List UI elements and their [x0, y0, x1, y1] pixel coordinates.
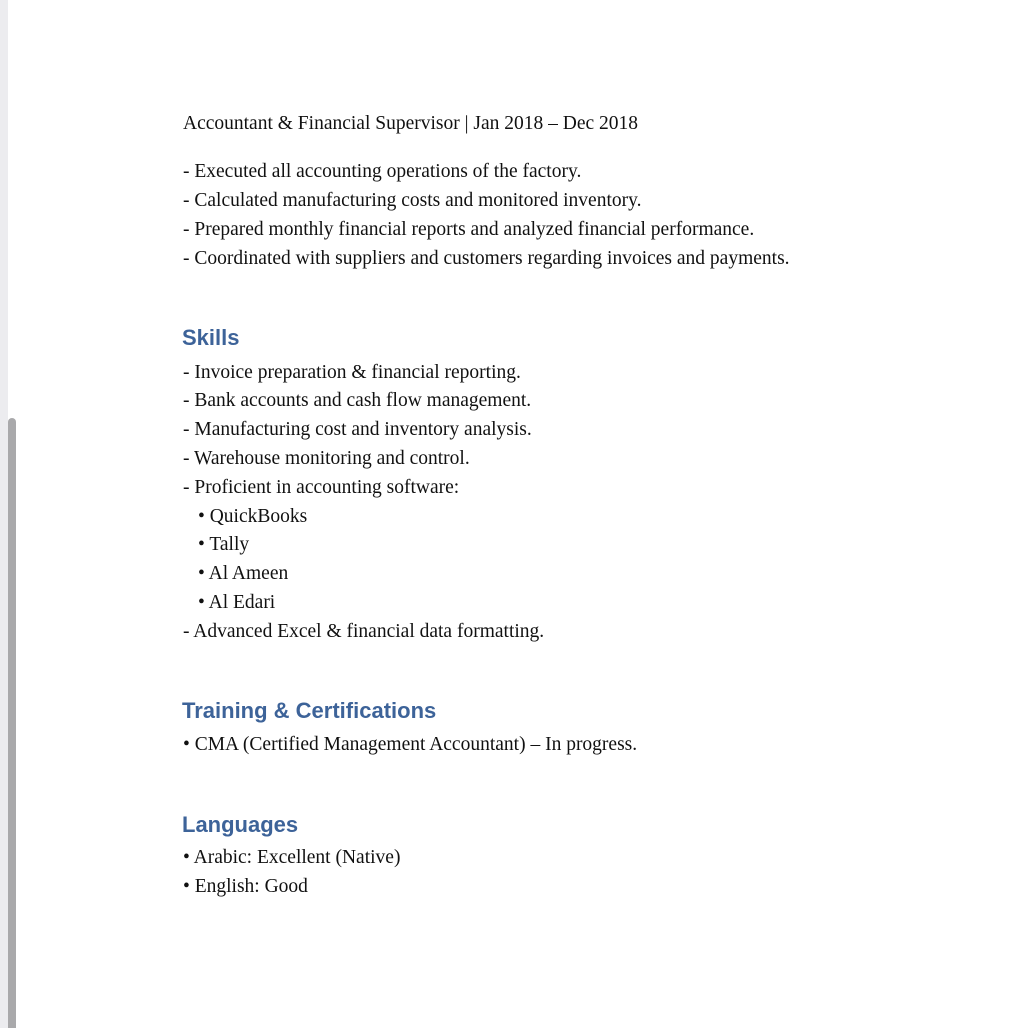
job-bullet: - Coordinated with suppliers and customers regarding invoices and payments. — [183, 248, 790, 269]
job-bullet: - Executed all accounting operations of the factory. — [183, 161, 582, 182]
skill-item: - Invoice preparation & financial reporting. — [183, 362, 521, 383]
skill-item: - Proficient in accounting software: — [183, 477, 460, 498]
skills-heading: Skills — [182, 325, 240, 350]
job-bullet: - Prepared monthly financial reports and analyzed financial performance. — [183, 219, 755, 240]
software-item: • Al Ameen — [198, 563, 289, 584]
training-item: • CMA (Certified Management Accountant) – In progress. — [183, 734, 638, 755]
skill-item: - Warehouse monitoring and control. — [183, 448, 470, 469]
language-item: • English: Good — [183, 876, 308, 897]
skill-item: - Advanced Excel & financial data formatting. — [183, 621, 545, 642]
job-title: Accountant & Financial Supervisor | Jan 2018 – Dec 2018 — [183, 113, 639, 134]
software-item: • Tally — [198, 534, 250, 555]
software-item: • Al Edari — [198, 592, 276, 613]
software-item: • QuickBooks — [198, 506, 308, 527]
job-bullet: - Calculated manufacturing costs and monitored inventory. — [183, 190, 642, 211]
skill-item: - Bank accounts and cash flow management. — [183, 390, 532, 411]
skill-item: - Manufacturing cost and inventory analysis. — [183, 419, 532, 440]
training-heading: Training & Certifications — [182, 698, 437, 723]
language-item: • Arabic: Excellent (Native) — [183, 847, 401, 868]
viewer-left-edge — [0, 0, 8, 1028]
languages-heading: Languages — [182, 812, 299, 837]
scrollbar-thumb[interactable] — [8, 418, 16, 1028]
